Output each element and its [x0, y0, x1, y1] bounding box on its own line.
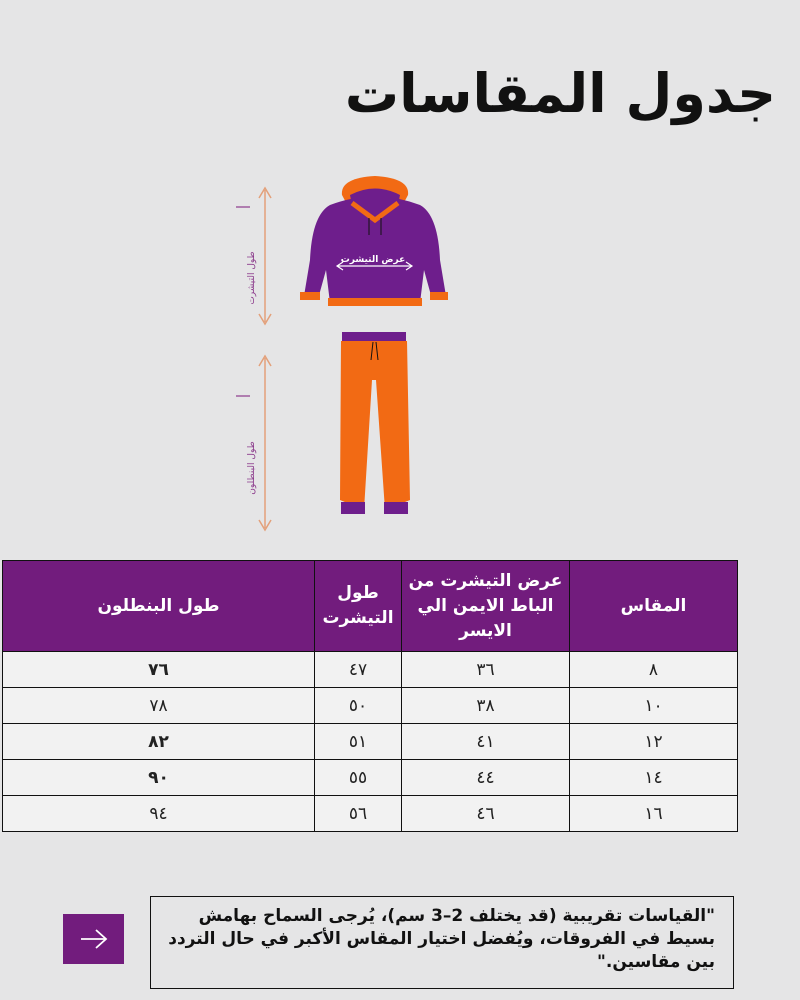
pants-length-label: طول البنطلون	[247, 441, 257, 495]
cell-size: ١٤	[570, 760, 738, 796]
cell-pants-length: ٧٨	[3, 688, 315, 724]
hoodie-length-label: طول التيشرت	[247, 251, 257, 305]
table-row	[3, 724, 738, 760]
cell-pants-length: ٩٤	[3, 796, 315, 832]
disclaimer-note: "القياسات تقريبية (قد يختلف 2–3 سم)، يُرجى السماح بهامش بسيط في الفروقات، ويُفضل اختيار المقاس الأكبر في حال التردد بين مقاسين."	[150, 896, 734, 989]
cell-shirt-length: ٥١	[315, 724, 402, 760]
cell-width: ٣٨	[402, 688, 570, 724]
header-pants-length: طول البنطلون	[3, 561, 315, 652]
hoodie-length-arrow	[259, 188, 271, 324]
cell-pants-length: ٨٢	[3, 724, 315, 760]
hoodie-width-label: عرض التيشرت	[340, 255, 406, 265]
table-row	[3, 652, 738, 688]
cell-size: ١٠	[570, 688, 738, 724]
table-row	[3, 796, 738, 832]
cell-shirt-length: ٤٧	[315, 652, 402, 688]
table-row	[3, 688, 738, 724]
header-size: المقاس	[570, 561, 738, 652]
cell-size: ١٢	[570, 724, 738, 760]
table-row	[3, 760, 738, 796]
cell-shirt-length: ٥٠	[315, 688, 402, 724]
cell-width: ٤١	[402, 724, 570, 760]
pants-length-arrow	[259, 356, 271, 530]
header-width: عرض التيشرت من الباط الايمن الي الايسر	[402, 561, 570, 652]
cell-size: ١٦	[570, 796, 738, 832]
pants-drawing	[340, 332, 410, 514]
cell-shirt-length: ٥٦	[315, 796, 402, 832]
hoodie-drawing	[300, 176, 448, 306]
cell-size: ٨	[570, 652, 738, 688]
cell-width: ٤٦	[402, 796, 570, 832]
arrow-right-icon	[78, 927, 110, 951]
cell-width: ٤٤	[402, 760, 570, 796]
cell-width: ٣٦	[402, 652, 570, 688]
header-shirt-length: طول التيشرت	[315, 561, 402, 652]
table-header-row	[3, 561, 738, 652]
size-table	[2, 560, 738, 832]
cell-pants-length: ٧٦	[3, 652, 315, 688]
next-button[interactable]	[63, 914, 124, 964]
cell-shirt-length: ٥٥	[315, 760, 402, 796]
page-title: جدول المقاسات	[344, 62, 776, 125]
cell-pants-length: ٩٠	[3, 760, 315, 796]
